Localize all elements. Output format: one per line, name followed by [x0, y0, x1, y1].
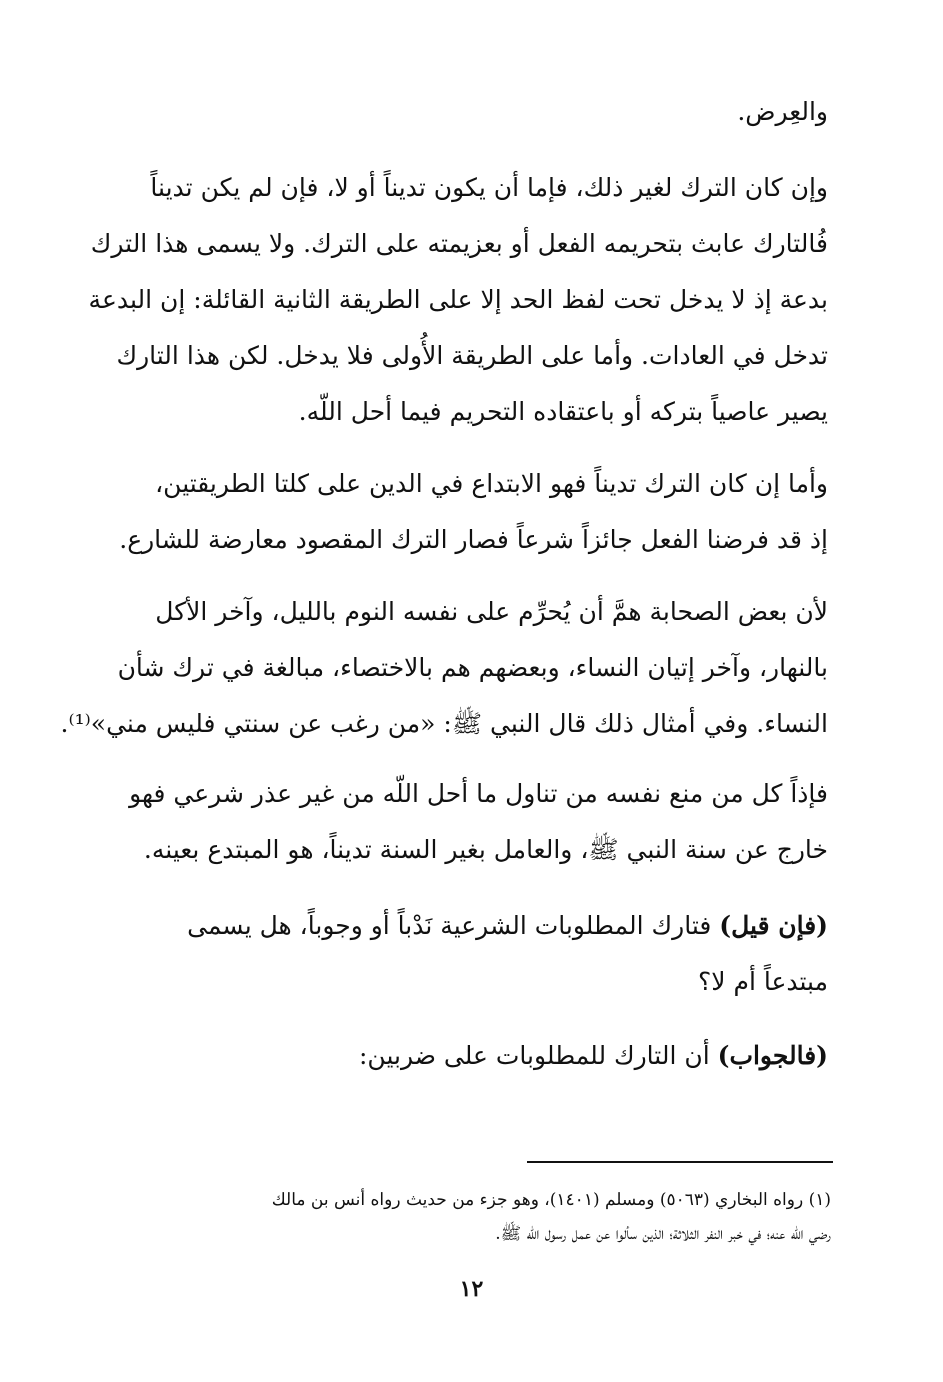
- paragraph-5: [113, 898, 828, 1010]
- paragraph-0: [113, 84, 828, 140]
- footnotes: [111, 1183, 831, 1251]
- answer-lead: (فالجواب): [717, 1041, 828, 1070]
- paragraph-line: بالنهار، وآخر إتيان النساء، وبعضهم هم بالاختصاء، مبالغة في ترك شأن: [117, 653, 828, 682]
- paragraph-line: بدعة إذ لا يدخل تحت لفظ الحد إلا على الطريقة الثانية القائلة: إن البدعة: [88, 285, 828, 314]
- question-lead: (فإن قيل): [719, 911, 828, 940]
- paragraph-2: [113, 456, 828, 568]
- footnote-line: (١) رواه البخاري (٥٠٦٣) ومسلم (١٤٠١)، وهو جزء من حديث رواه أنس بن مالك: [271, 1190, 831, 1210]
- paragraph-line: النساء. وفي أمثال ذلك قال النبي ﷺ: «من رغب عن سنتي فليس مني»⁽¹⁾.: [60, 709, 828, 738]
- paragraph-line: إذ قد فرضنا الفعل جائزاً شرعاً فصار الترك المقصود معارضة للشارع.: [119, 525, 828, 554]
- paragraph-1: [88, 160, 828, 440]
- paragraph-line: لأن بعض الصحابة همَّ أن يُحرِّم على نفسه النوم بالليل، وآخر الأكل: [155, 597, 828, 626]
- footnote-line: رضي الله عنه؛ في خبر النفر الثلاثة؛ الذين سألوا عن عمل رسول الله ﷺ.: [495, 1224, 831, 1244]
- paragraph-line: وأما إن كان الترك تديناً فهو الابتداع في الدين على كلتا الطريقتين،: [155, 469, 828, 498]
- paragraph-line: وإن كان الترك لغير ذلك، فإما أن يكون تديناً أو لا، فإن لم يكن تديناً: [150, 173, 828, 202]
- paragraph-6: [113, 1028, 828, 1084]
- paragraph-line: والعِرض.: [737, 97, 828, 126]
- paragraph-line: يصير عاصياً بتركه أو باعتقاده التحريم فيما أحل اللّه.: [298, 397, 828, 426]
- paragraph-line: تدخل في العادات. وأما على الطريقة الأُولى فلا يدخل. لكن هذا التارك: [116, 341, 828, 370]
- footnote-separator: [527, 1161, 833, 1163]
- paragraph-line: [113, 1028, 828, 1084]
- paragraph-line: خارج عن سنة النبي ﷺ، والعامل بغير السنة تديناً، هو المبتدع بعينه.: [143, 835, 828, 864]
- paragraph-line: فُالتارك عابث بتحريمه الفعل أو بعزيمته على الترك. ولا يسمى هذا الترك: [90, 229, 828, 258]
- paragraph-line: [113, 898, 828, 954]
- question-text: فتارك المطلوبات الشرعية نَدْباً أو وجوباً، هل يسمى: [187, 911, 720, 940]
- answer-text: أن التارك للمطلوبات على ضربين:: [359, 1041, 718, 1070]
- paragraph-4: [113, 766, 828, 878]
- paragraph-line: مبتدعاً أم لا؟: [698, 967, 828, 996]
- paragraph-3: [60, 584, 828, 752]
- page-number: ١٢: [459, 1276, 484, 1302]
- paragraph-line: فإذاً كل من منع نفسه من تناول ما أحل اللّه من غير عذر شرعي فهو: [129, 779, 828, 808]
